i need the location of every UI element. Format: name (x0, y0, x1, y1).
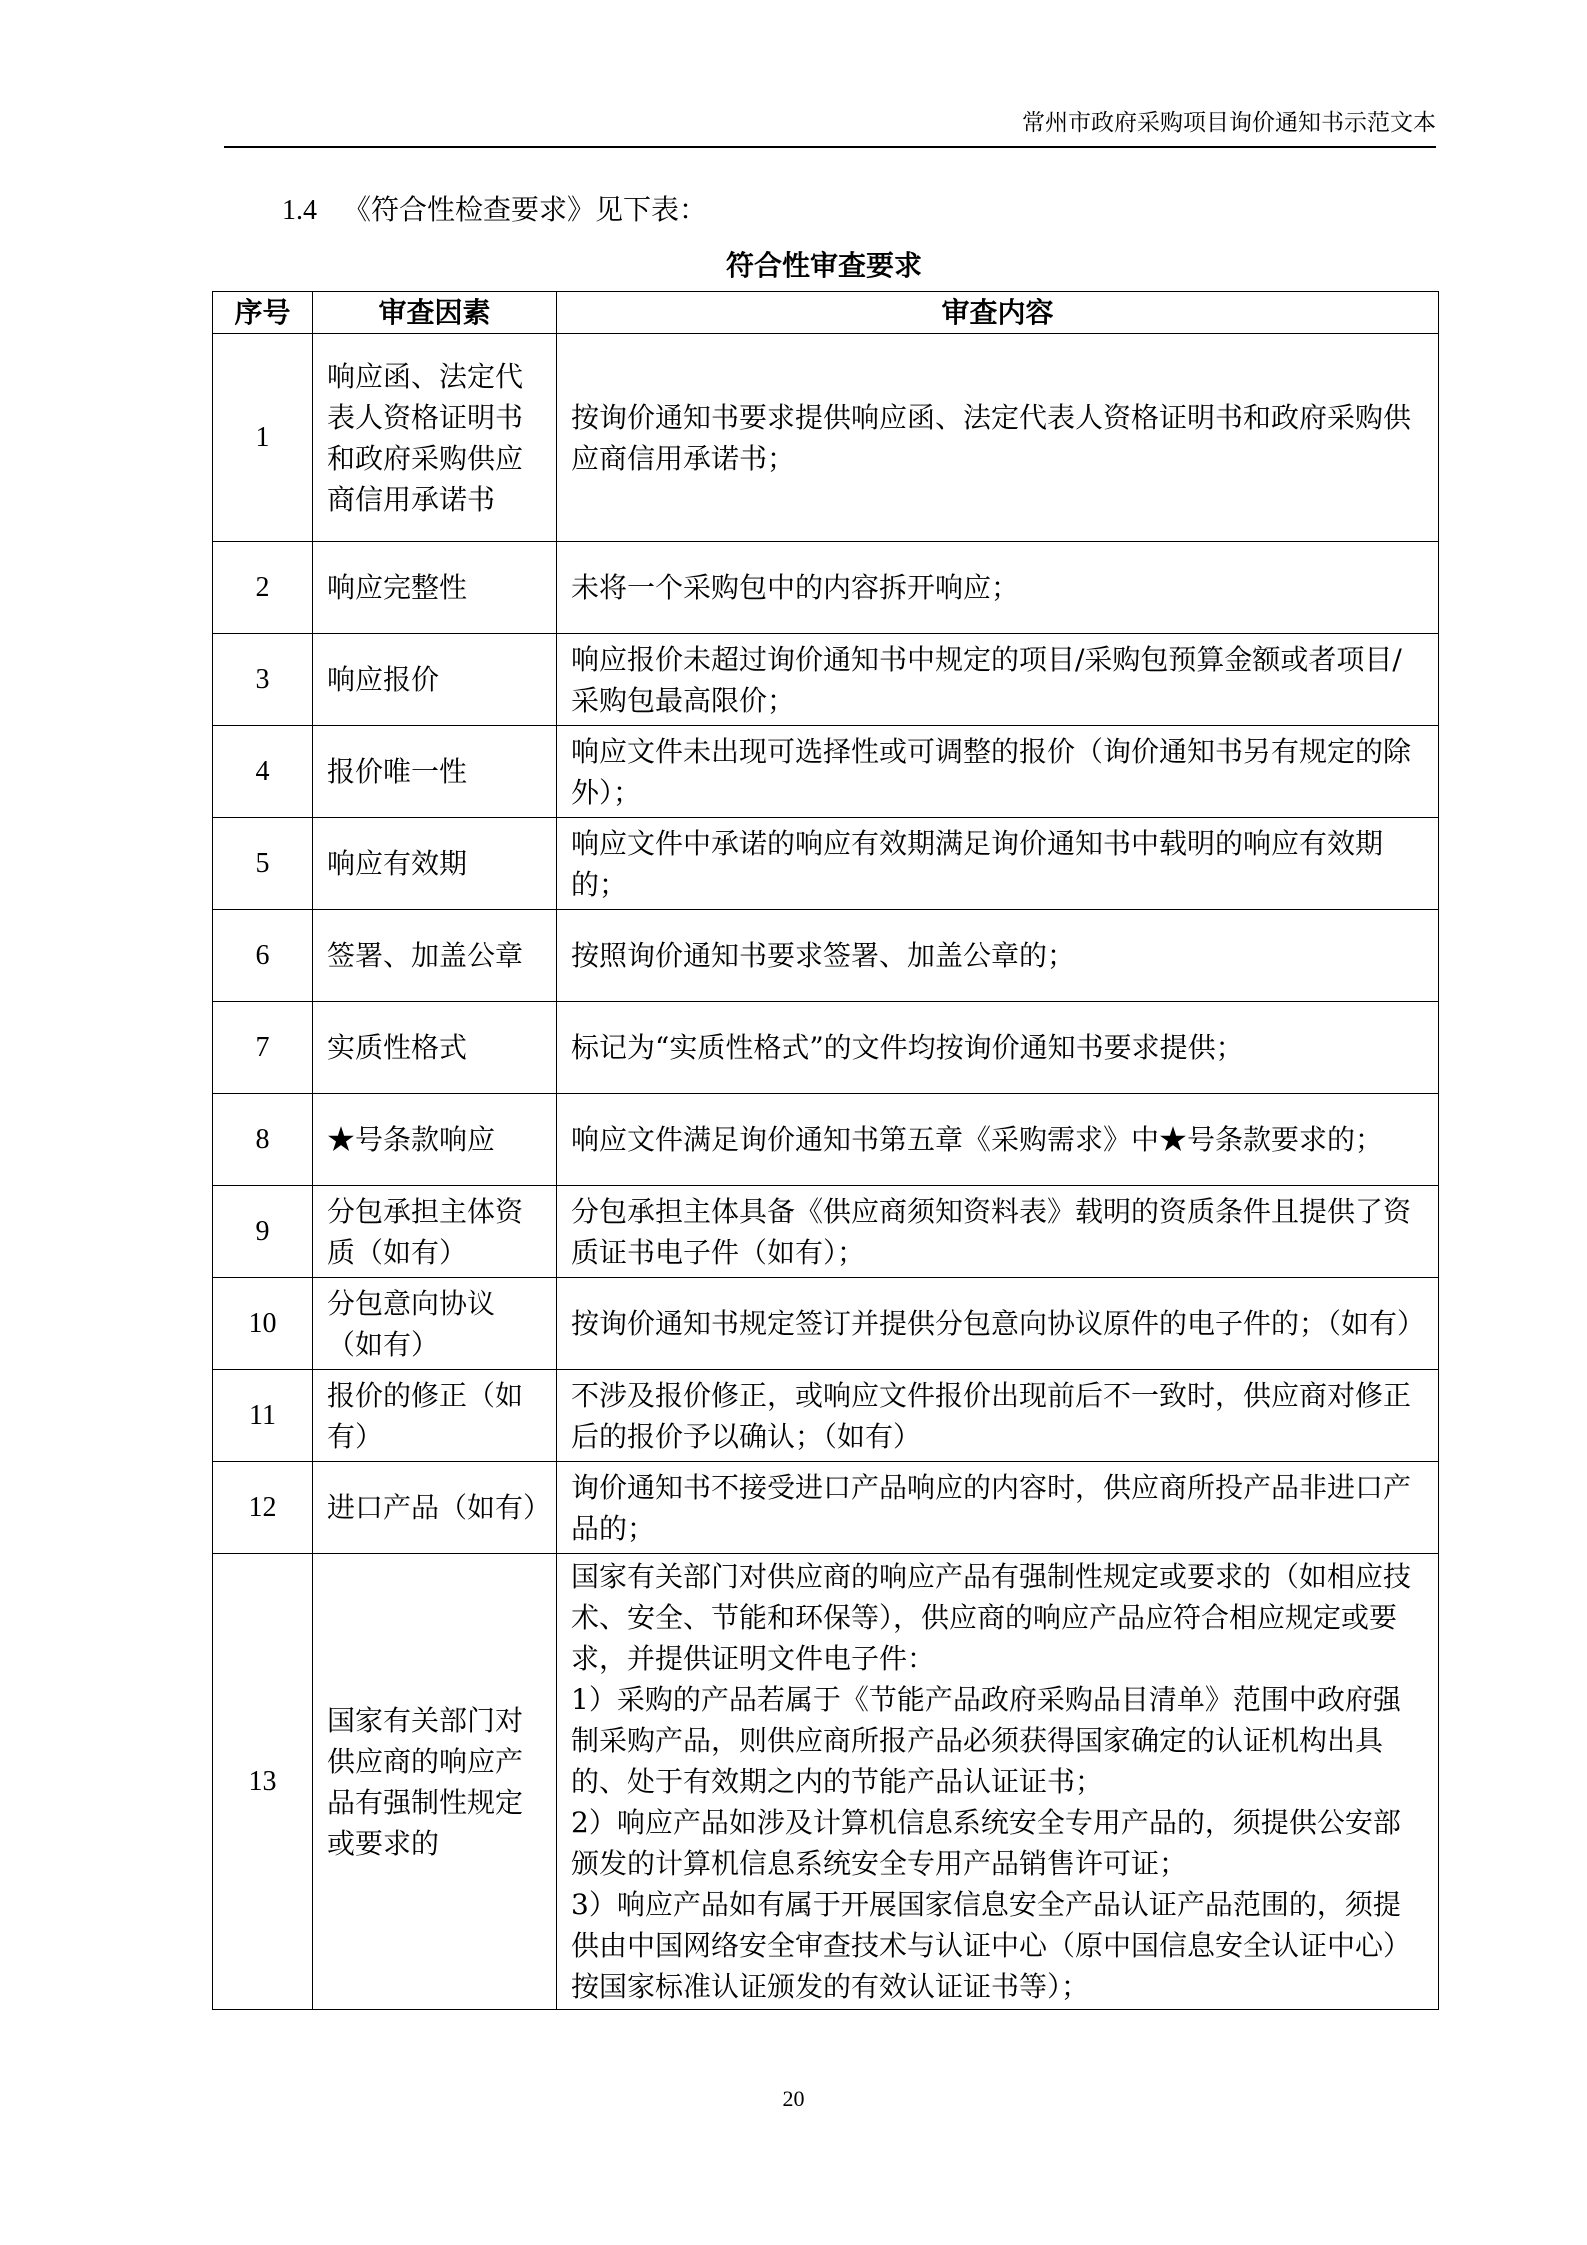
row-content (557, 1554, 1439, 2010)
row-number: 10 (213, 1278, 313, 1370)
row-number: 5 (213, 818, 313, 910)
row-content: 响应文件满足询价通知书第五章《采购需求》中★号条款要求的； (557, 1094, 1439, 1186)
row-content: 响应文件未出现可选择性或可调整的报价（询价通知书另有规定的除外）； (557, 726, 1439, 818)
table-row (213, 818, 1439, 910)
row-factor: 响应完整性 (313, 542, 557, 634)
row-factor: 报价的修正（如有） (313, 1370, 557, 1462)
table-row (213, 542, 1439, 634)
row-number: 12 (213, 1462, 313, 1554)
content-item-3: 3）响应产品如有属于开展国家信息安全产品认证产品范围的，须提供由中国网络安全审查技术与认证中心（原中国信息安全认证中心）按国家标准认证颁发的有效认证证书等）； (571, 1888, 1412, 2003)
row-number: 7 (213, 1002, 313, 1094)
row-content: 响应报价未超过询价通知书中规定的项目/采购包预算金额或者项目/采购包最高限价； (557, 634, 1439, 726)
row-number: 3 (213, 634, 313, 726)
table-row (213, 726, 1439, 818)
row-factor: 响应函、法定代表人资格证明书和政府采购供应商信用承诺书 (313, 334, 557, 542)
table-row (213, 1002, 1439, 1094)
row-number: 13 (213, 1554, 313, 2010)
row-number: 8 (213, 1094, 313, 1186)
row-content: 询价通知书不接受进口产品响应的内容时，供应商所投产品非进口产品的； (557, 1462, 1439, 1554)
table-title: 符合性审查要求 (725, 249, 922, 282)
running-header: 常州市政府采购项目询价通知书示范文本 (1022, 110, 1436, 136)
row-factor: 国家有关部门对供应商的响应产品有强制性规定或要求的 (313, 1554, 557, 2010)
section-text: 《符合性检查要求》见下表： (343, 193, 708, 226)
row-factor: 进口产品（如有） (313, 1462, 557, 1554)
row-factor: 实质性格式 (313, 1002, 557, 1094)
row-number: 4 (213, 726, 313, 818)
table-header-row (213, 292, 1439, 334)
row-number: 2 (213, 542, 313, 634)
table-row (213, 1094, 1439, 1186)
row-content: 按照询价通知书要求签署、加盖公章的； (557, 910, 1439, 1002)
table-row (213, 1186, 1439, 1278)
table-row (213, 334, 1439, 542)
row-content: 不涉及报价修正，或响应文件报价出现前后不一致时，供应商对修正后的报价予以确认；（如有） (557, 1370, 1439, 1462)
row-factor: ★号条款响应 (313, 1094, 557, 1186)
row-factor: 报价唯一性 (313, 726, 557, 818)
content-item-2: 2）响应产品如涉及计算机信息系统安全专用产品的，须提供公安部颁发的计算机信息系统安全专用产品销售许可证； (571, 1806, 1401, 1880)
row-factor: 响应有效期 (313, 818, 557, 910)
row-factor: 响应报价 (313, 634, 557, 726)
section-number: 1.4 (282, 195, 317, 226)
table-row (213, 634, 1439, 726)
row-content: 分包承担主体具备《供应商须知资料表》载明的资质条件且提供了资质证书电子件（如有）； (557, 1186, 1439, 1278)
row-number: 6 (213, 910, 313, 1002)
row-content: 按询价通知书规定签订并提供分包意向协议原件的电子件的；（如有） (557, 1278, 1439, 1370)
row-number: 11 (213, 1370, 313, 1462)
row-factor: 签署、加盖公章 (313, 910, 557, 1002)
content-paragraph: 国家有关部门对供应商的响应产品有强制性规定或要求的（如相应技术、安全、节能和环保等），供应商的响应产品应符合相应规定或要求，并提供证明文件电子件： (571, 1560, 1412, 1675)
table-row (213, 910, 1439, 1002)
table-row (213, 1278, 1439, 1370)
column-header-factor: 审查因素 (313, 292, 557, 334)
content-item-1: 1）采购的产品若属于《节能产品政府采购品目清单》范围中政府强制采购产品，则供应商所报产品必须获得国家确定的认证机构出具的、处于有效期之内的节能产品认证证书； (571, 1683, 1401, 1798)
table-row (213, 1370, 1439, 1462)
row-content: 未将一个采购包中的内容拆开响应； (557, 542, 1439, 634)
table-row (213, 1554, 1439, 2010)
table-row (213, 1462, 1439, 1554)
compliance-table (212, 291, 1439, 2010)
row-factor: 分包意向协议（如有） (313, 1278, 557, 1370)
section-heading (282, 190, 707, 231)
page-number: 20 (782, 2086, 805, 2111)
header-rule (224, 146, 1436, 148)
row-content: 响应文件中承诺的响应有效期满足询价通知书中载明的响应有效期的； (557, 818, 1439, 910)
row-content: 按询价通知书要求提供响应函、法定代表人资格证明书和政府采购供应商信用承诺书； (557, 334, 1439, 542)
column-header-no: 序号 (213, 292, 313, 334)
row-number: 1 (213, 334, 313, 542)
row-factor: 分包承担主体资质（如有） (313, 1186, 557, 1278)
row-number: 9 (213, 1186, 313, 1278)
column-header-content: 审查内容 (557, 292, 1439, 334)
row-content: 标记为“实质性格式”的文件均按询价通知书要求提供； (557, 1002, 1439, 1094)
